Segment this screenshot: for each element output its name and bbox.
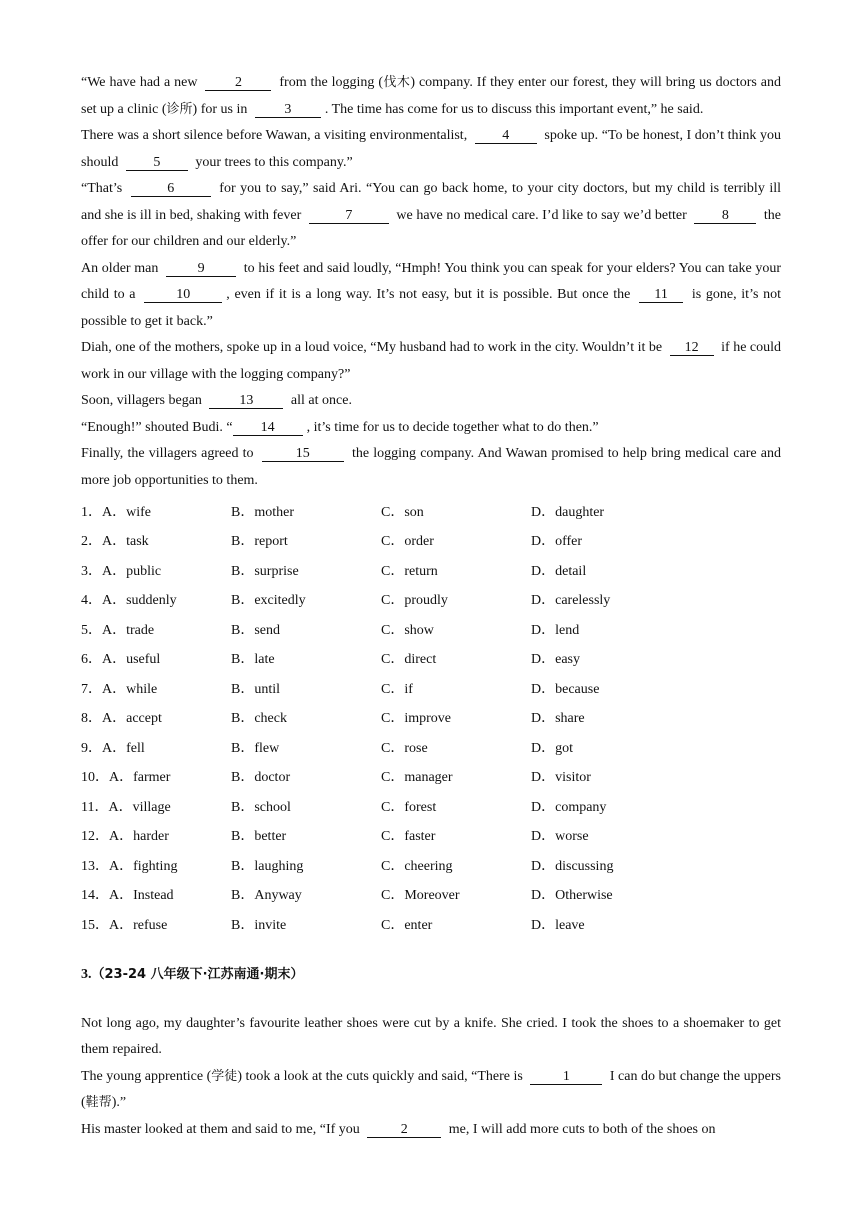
passage-text: from the logging ( bbox=[279, 75, 383, 90]
passage-text: spoke up. “To be honest, I don’t think you should bbox=[81, 128, 782, 170]
option-c[interactable]: C．direct bbox=[381, 652, 437, 668]
option-d[interactable]: D．company bbox=[531, 799, 607, 815]
option-b[interactable]: B．late bbox=[231, 652, 275, 668]
passage-text: There was a short silence before Wawan, a visiting environmentalist, bbox=[81, 128, 468, 143]
passage-text: all at once. bbox=[290, 393, 352, 408]
option-c[interactable]: C．manager bbox=[381, 770, 453, 786]
option-d[interactable]: D．got bbox=[531, 740, 573, 756]
option-a[interactable]: 7．A．while bbox=[81, 681, 158, 697]
chinese-gloss: 鞋帮 bbox=[85, 1095, 112, 1110]
option-b[interactable]: B．school bbox=[231, 799, 291, 815]
option-row bbox=[81, 703, 781, 733]
passage-text: Finally, the villagers agreed to bbox=[81, 446, 254, 461]
passage-text: the offer for our children and our elderly.” bbox=[81, 207, 782, 249]
option-b[interactable]: B．until bbox=[231, 681, 281, 697]
passage-text: Not long ago, my daughter’s favourite leather shoes were cut by a knife. She cried. I took the shoes to a shoemaker to get them repaired. bbox=[81, 1015, 781, 1057]
blank-2[interactable]: 2 bbox=[205, 75, 271, 91]
chinese-gloss: 学徒 bbox=[211, 1068, 238, 1084]
option-c[interactable]: C．return bbox=[381, 563, 438, 579]
passage-text: ) took a look at the cuts quickly and said, “There is bbox=[237, 1068, 523, 1084]
option-row bbox=[81, 762, 781, 792]
option-b[interactable]: B．flew bbox=[231, 740, 280, 756]
option-a[interactable]: 14．A．Instead bbox=[81, 888, 174, 904]
passage-text: , it’s time for us to decide together what to do then.” bbox=[306, 419, 599, 435]
passage-paragraph bbox=[81, 256, 781, 336]
option-b[interactable]: B．surprise bbox=[231, 563, 299, 579]
option-b[interactable]: B．laughing bbox=[231, 858, 304, 874]
passage-text: An older man bbox=[81, 260, 159, 276]
option-a[interactable]: 9．A．fell bbox=[81, 740, 145, 756]
section-source: （23-24 八年级下·江苏南通·期末） bbox=[91, 966, 304, 982]
option-row bbox=[81, 555, 781, 585]
blank-10[interactable]: 10 bbox=[144, 287, 222, 303]
blank-1[interactable]: 1 bbox=[530, 1069, 602, 1085]
option-row bbox=[81, 791, 781, 821]
option-a[interactable]: 1．A．wife bbox=[81, 504, 151, 520]
passage-text: “Enough!” shouted Budi. “ bbox=[81, 419, 233, 435]
option-d[interactable]: D．because bbox=[531, 681, 600, 697]
option-b[interactable]: B．better bbox=[231, 829, 287, 845]
blank-7[interactable]: 7 bbox=[309, 208, 389, 224]
chinese-gloss: 伐木 bbox=[383, 75, 411, 90]
passage-text: Soon, villagers began bbox=[81, 393, 202, 408]
option-c[interactable]: C．Moreover bbox=[381, 888, 460, 904]
option-c[interactable]: C．proudly bbox=[381, 593, 448, 609]
option-row bbox=[81, 821, 781, 851]
option-row bbox=[81, 526, 781, 556]
passage-paragraph bbox=[81, 176, 781, 256]
option-b[interactable]: B．report bbox=[231, 534, 288, 550]
option-c[interactable]: C．order bbox=[381, 534, 434, 550]
option-a[interactable]: 10．A．farmer bbox=[81, 770, 171, 786]
option-d[interactable]: D．Otherwise bbox=[531, 888, 613, 904]
blank-15[interactable]: 15 bbox=[262, 446, 344, 462]
option-b[interactable]: B．excitedly bbox=[231, 593, 306, 609]
option-row bbox=[81, 585, 781, 615]
option-row bbox=[81, 496, 781, 526]
passage-text: if he could work in our village with the logging company?” bbox=[81, 340, 782, 382]
blank-13[interactable]: 13 bbox=[209, 393, 283, 409]
option-a[interactable]: 2．A．task bbox=[81, 534, 149, 550]
blank-8[interactable]: 8 bbox=[694, 208, 756, 224]
chinese-gloss: 诊所 bbox=[166, 101, 193, 117]
passage-text: , even if it is a long way. It’s not easy, but it is possible. But once the bbox=[226, 287, 631, 302]
section-number: 3. bbox=[81, 966, 92, 982]
option-d[interactable]: D．worse bbox=[531, 829, 589, 845]
option-b[interactable]: B．check bbox=[231, 711, 287, 727]
blank-3[interactable]: 3 bbox=[255, 102, 321, 118]
option-b[interactable]: B．Anyway bbox=[231, 888, 302, 904]
passage-text: “We have had a new bbox=[81, 75, 198, 90]
passage-paragraph bbox=[81, 441, 781, 494]
option-d[interactable]: D．carelessly bbox=[531, 593, 611, 609]
option-b[interactable]: B．invite bbox=[231, 917, 287, 933]
option-row bbox=[81, 732, 781, 762]
passage-text: “That’s bbox=[81, 181, 123, 196]
option-a[interactable]: 6．A．useful bbox=[81, 652, 161, 668]
option-a[interactable]: 8．A．accept bbox=[81, 711, 162, 727]
option-c[interactable]: C．show bbox=[381, 622, 434, 638]
passage-text: the logging company. And Wawan promised to help bring medical care and more job opportunities to them. bbox=[81, 446, 782, 488]
passage-paragraph bbox=[81, 1011, 781, 1064]
blank-2[interactable]: 2 bbox=[367, 1122, 441, 1138]
passage-text: for you to say,” said Ari. “You can go back home, to your city doctors, but my child is terribly ill and she is ill in bed, shaking with fever bbox=[81, 181, 782, 223]
option-row bbox=[81, 614, 781, 644]
blank-11[interactable]: 11 bbox=[639, 287, 683, 303]
option-d[interactable]: D．lend bbox=[531, 622, 580, 638]
option-a[interactable]: 5．A．trade bbox=[81, 622, 155, 638]
option-b[interactable]: B．doctor bbox=[231, 770, 291, 786]
blank-14[interactable]: 14 bbox=[233, 420, 303, 436]
passage-text: we have no medical care. I’d like to say we’d better bbox=[396, 207, 687, 223]
option-c[interactable]: C．if bbox=[381, 681, 413, 697]
option-c[interactable]: C．forest bbox=[381, 799, 437, 815]
document-page bbox=[81, 70, 781, 1143]
option-d[interactable]: D．offer bbox=[531, 534, 583, 550]
option-a[interactable]: 13．A．fighting bbox=[81, 858, 178, 874]
option-row bbox=[81, 673, 781, 703]
blank-5[interactable]: 5 bbox=[126, 155, 188, 171]
option-b[interactable]: B．mother bbox=[231, 504, 294, 520]
passage-text: ).” bbox=[111, 1095, 127, 1110]
option-d[interactable]: D．visitor bbox=[531, 770, 591, 786]
passage-paragraph bbox=[81, 415, 781, 442]
passage-paragraph bbox=[81, 1117, 781, 1144]
option-a[interactable]: 15．A．refuse bbox=[81, 917, 168, 933]
option-b[interactable]: B．send bbox=[231, 622, 280, 638]
passage-text: Diah, one of the mothers, spoke up in a loud voice, “My husband had to work in the city. Wouldn’t it be bbox=[81, 340, 663, 355]
option-c[interactable]: C．son bbox=[381, 504, 424, 520]
passage-paragraph bbox=[81, 388, 781, 415]
passage-text: I can do but change the uppers ( bbox=[81, 1068, 781, 1110]
passage-text: is gone, it’s not possible to get it back.” bbox=[81, 287, 782, 329]
option-row bbox=[81, 909, 781, 939]
option-c[interactable]: C．improve bbox=[381, 711, 451, 727]
option-row bbox=[81, 850, 781, 880]
passage-paragraph bbox=[81, 335, 781, 388]
option-c[interactable]: C．enter bbox=[381, 917, 433, 933]
passage-text: His master looked at them and said to me, “If you bbox=[81, 1121, 360, 1137]
option-d[interactable]: D．discussing bbox=[531, 858, 614, 874]
section-title bbox=[81, 965, 781, 985]
option-d[interactable]: D．leave bbox=[531, 917, 585, 933]
blank-9[interactable]: 9 bbox=[166, 261, 236, 277]
option-row bbox=[81, 880, 781, 910]
option-a[interactable]: 3．A．public bbox=[81, 563, 162, 579]
passage-text: me, I will add more cuts to both of the shoes on bbox=[448, 1121, 716, 1137]
passage-paragraph bbox=[81, 70, 781, 123]
option-a[interactable]: 11．A．village bbox=[81, 799, 171, 815]
passage-text: to his feet and said loudly, “Hmph! You think you can speak for your elders? You can take your child to a bbox=[81, 260, 782, 302]
option-d[interactable]: D．daughter bbox=[531, 504, 605, 520]
option-d[interactable]: D．share bbox=[531, 711, 585, 727]
passage-text: ) company. If they enter our forest, they will bring us doctors and set up a clinic ( bbox=[81, 75, 782, 117]
passage-text: ) for us in bbox=[192, 101, 248, 117]
blank-12[interactable]: 12 bbox=[670, 340, 714, 356]
passage-paragraph bbox=[81, 123, 781, 176]
option-a[interactable]: 4．A．suddenly bbox=[81, 593, 177, 609]
option-c[interactable]: C．rose bbox=[381, 740, 428, 756]
option-d[interactable]: D．easy bbox=[531, 652, 580, 668]
option-c[interactable]: C．cheering bbox=[381, 858, 453, 874]
passage-text: The young apprentice ( bbox=[81, 1068, 212, 1084]
option-c[interactable]: C．faster bbox=[381, 829, 436, 845]
passage-paragraph bbox=[81, 1064, 781, 1117]
option-a[interactable]: 12．A．harder bbox=[81, 829, 169, 845]
passage-text: your trees to this company.” bbox=[195, 154, 353, 170]
passage-text: . The time has come for us to discuss this important event,” he said. bbox=[324, 101, 704, 117]
option-d[interactable]: D．detail bbox=[531, 563, 587, 579]
blank-4[interactable]: 4 bbox=[475, 128, 537, 144]
options-list bbox=[81, 496, 781, 939]
blank-6[interactable]: 6 bbox=[131, 181, 211, 197]
option-row bbox=[81, 644, 781, 674]
